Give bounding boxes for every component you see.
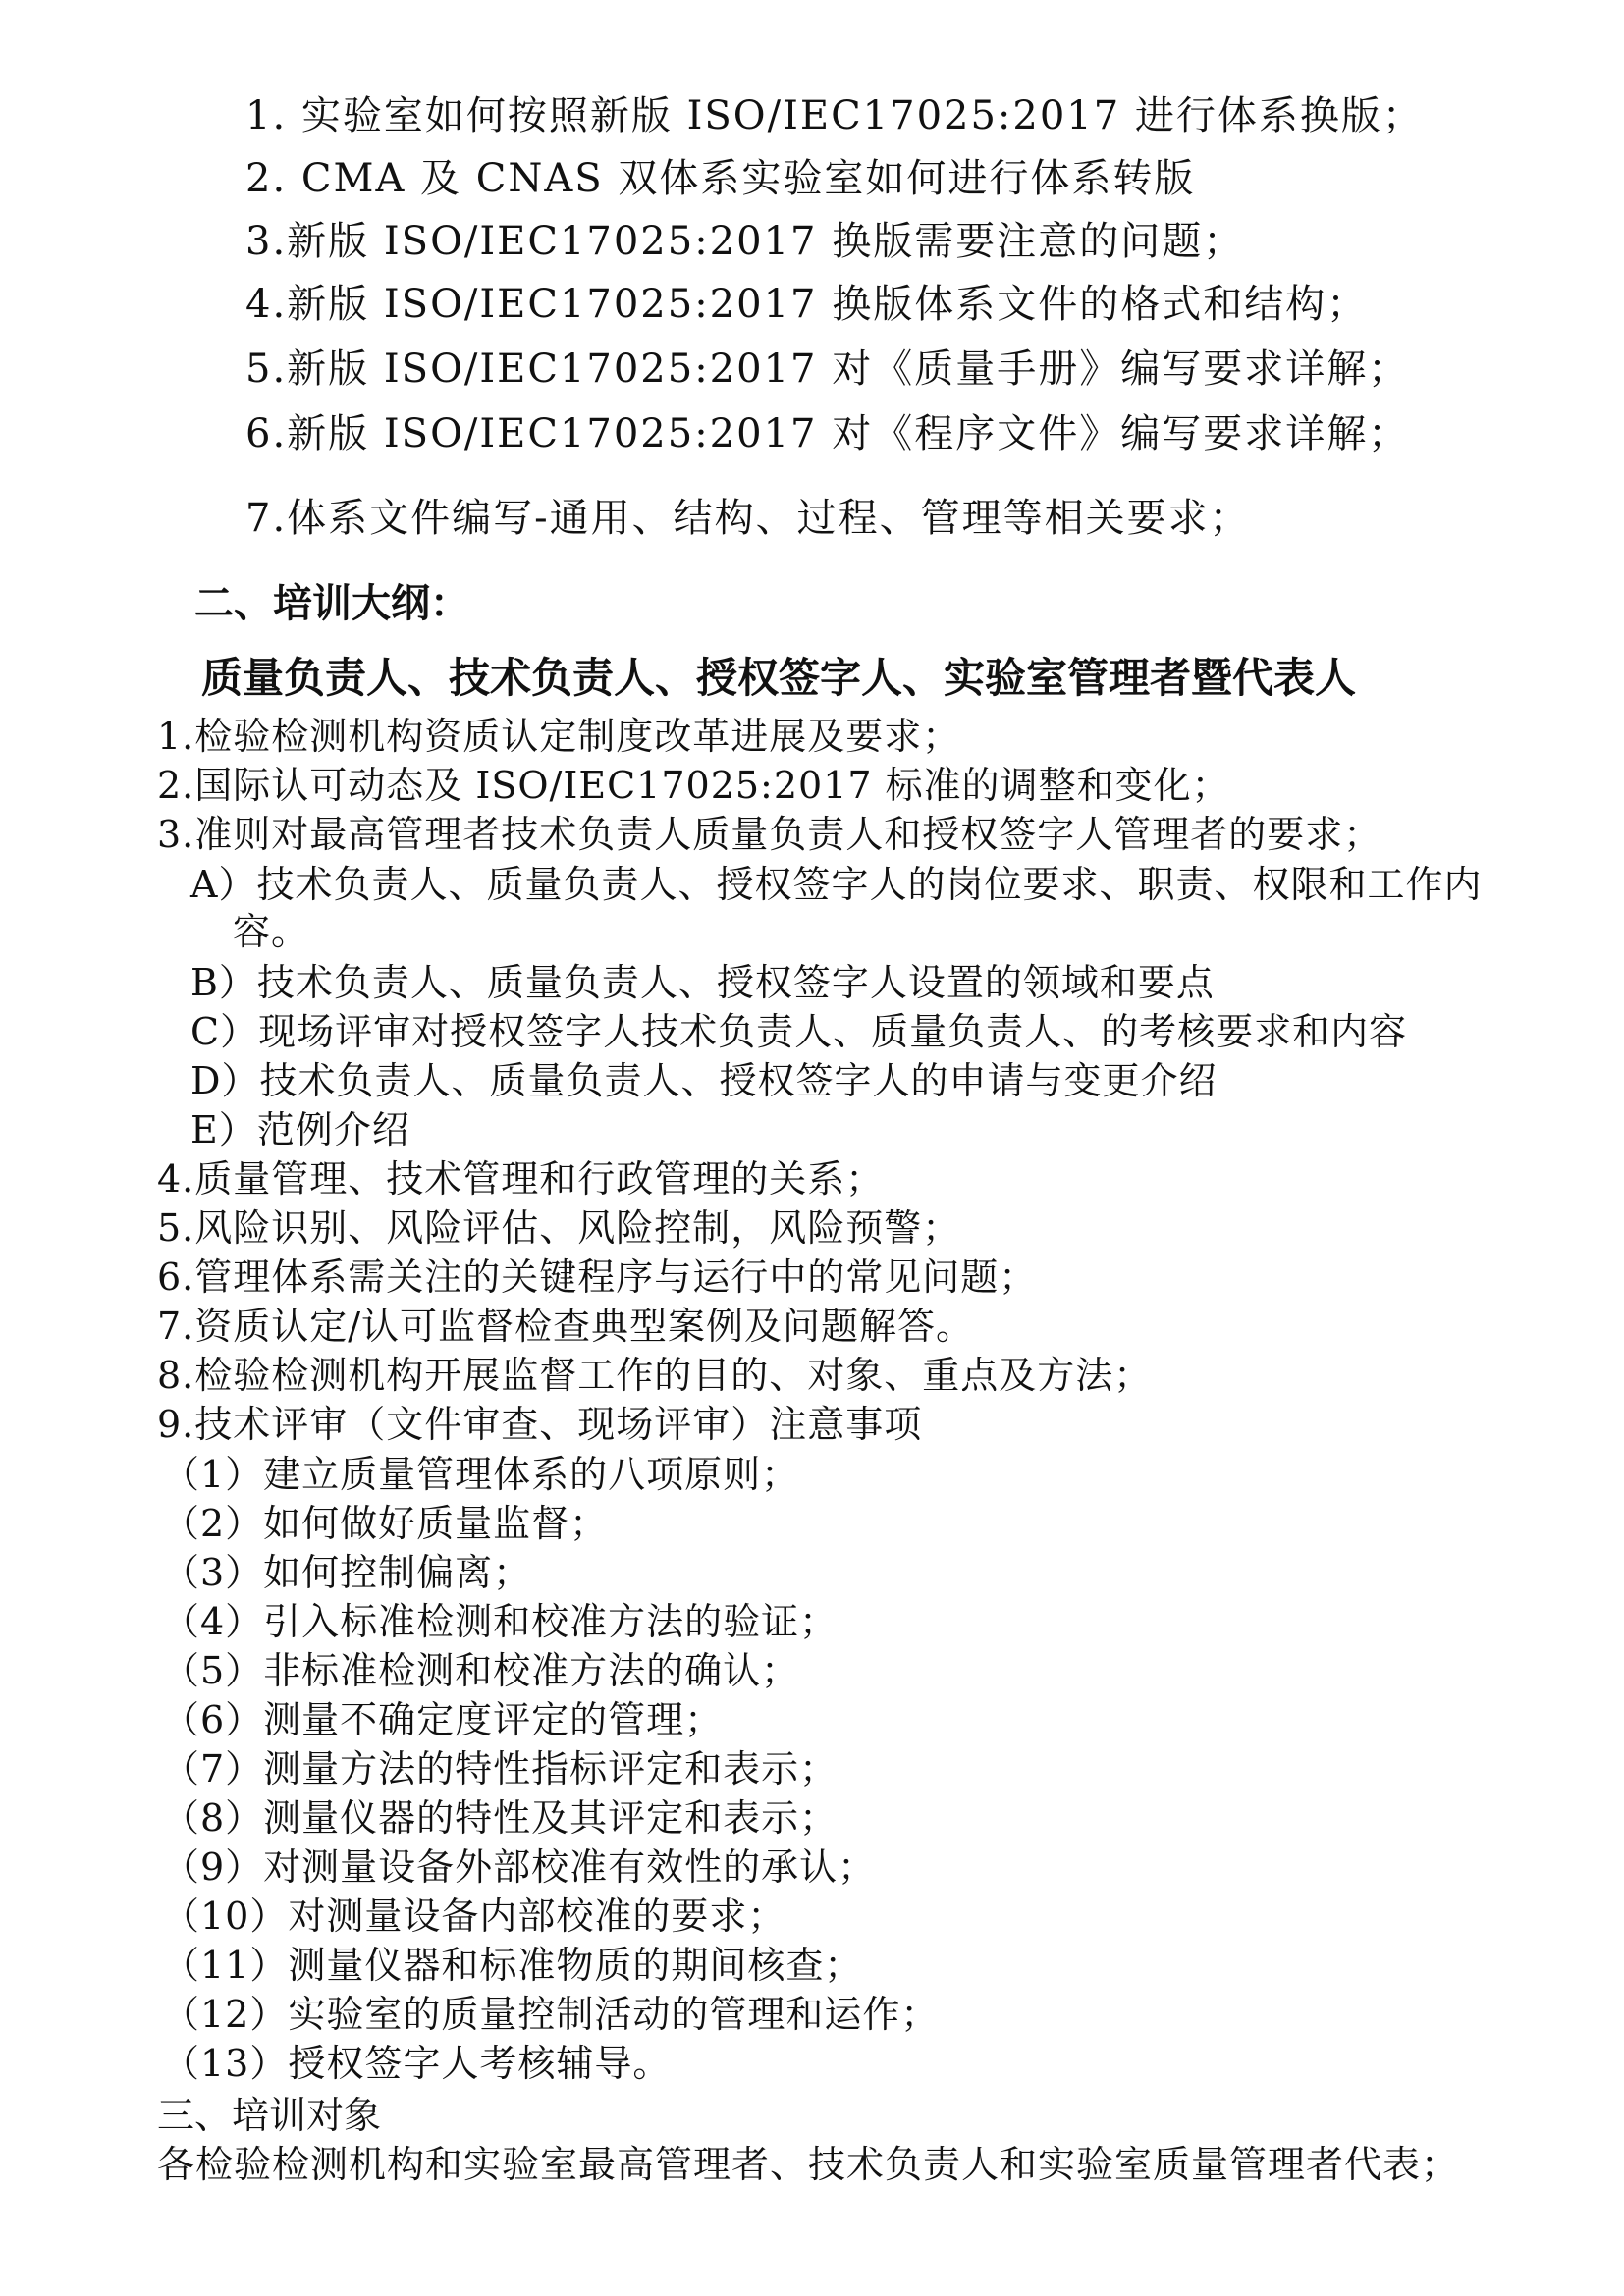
outline-item: （5）非标准检测和校准方法的确认； (162, 1649, 800, 1692)
outline-item: （4）引入标准检测和校准方法的验证； (162, 1600, 839, 1643)
outline-item: （10）对测量设备内部校准的要求； (162, 1895, 786, 1938)
outline-item: （7）测量方法的特性指标评定和表示； (162, 1747, 839, 1790)
outline-item: 9.技术评审（文件审查、现场评审）注意事项 (157, 1403, 923, 1446)
topic-item: 1. 实验室如何按照新版 ISO/IEC17025:2017 进行体系换版； (245, 93, 1424, 138)
outline-item: （2）如何做好质量监督； (162, 1502, 609, 1545)
outline-item: A）技术负责人、质量负责人、授权签字人的岗位要求、职责、权限和工作内 (190, 863, 1483, 906)
outline-item: 8.检验检测机构开展监督工作的目的、对象、重点及方法； (157, 1354, 1153, 1397)
outline-item: 3.准则对最高管理者技术负责人质量负责人和授权签字人管理者的要求； (157, 813, 1382, 856)
topic-item: 7.体系文件编写-通用、结构、过程、管理等相关要求； (245, 496, 1251, 541)
topic-item: 5.新版 ISO/IEC17025:2017 对《质量手册》编写要求详解； (245, 347, 1410, 392)
outline-item: （11）测量仪器和标准物质的期间核查； (162, 1944, 863, 1987)
section-heading-outline: 二、培训大纲： (194, 581, 469, 626)
outline-item: 容。 (233, 910, 310, 953)
outline-item: 6.管理体系需关注的关键程序与运行中的常见问题； (157, 1255, 1038, 1299)
outline-item: C）现场评审对授权签字人技术负责人、质量负责人、的考核要求和内容 (190, 1010, 1408, 1053)
topic-item: 3.新版 ISO/IEC17025:2017 换版需要注意的问题； (245, 219, 1245, 264)
outline-item: （12）实验室的质量控制活动的管理和运作； (162, 1993, 940, 2036)
outline-item: 2.国际认可动态及 ISO/IEC17025:2017 标准的调整和变化； (157, 764, 1230, 807)
outline-item: E）范例介绍 (190, 1108, 410, 1151)
topic-item: 6.新版 ISO/IEC17025:2017 对《程序文件》编写要求详解； (245, 411, 1410, 456)
outline-item: （6）测量不确定度评定的管理； (162, 1698, 724, 1741)
section-subheading: 质量负责人、技术负责人、授权签字人、实验室管理者暨代表人 (201, 654, 1357, 702)
outline-item: 7.资质认定/认可监督检查典型案例及问题解答。 (157, 1305, 975, 1348)
outline-item: D）技术负责人、质量负责人、授权签字人的申请与变更介绍 (190, 1059, 1218, 1102)
outline-item: 1.检验检测机构资质认定制度改革进展及要求； (157, 715, 961, 758)
topic-item: 2. CMA 及 CNAS 双体系实验室如何进行体系转版 (245, 156, 1196, 201)
outline-item: （9）对测量设备外部校准有效性的承认； (162, 1845, 877, 1889)
outline-item: （3）如何控制偏离； (162, 1551, 532, 1594)
outline-item: （13）授权签字人考核辅导。 (162, 2042, 672, 2085)
outline-item: B）技术负责人、质量负责人、授权签字人设置的领域和要点 (190, 961, 1215, 1004)
outline-item: （1）建立质量管理体系的八项原则； (162, 1453, 800, 1496)
outline-item: （8）测量仪器的特性及其评定和表示； (162, 1796, 839, 1840)
outline-item: 5.风险识别、风险评估、风险控制，风险预警； (157, 1206, 961, 1250)
section-heading-audience: 三、培训对象 (157, 2094, 382, 2137)
topic-item: 4.新版 ISO/IEC17025:2017 换版体系文件的格式和结构； (245, 282, 1369, 327)
audience-text: 各检验检测机构和实验室最高管理者、技术负责人和实验室质量管理者代表； (157, 2143, 1460, 2186)
outline-item: 4.质量管理、技术管理和行政管理的关系； (157, 1157, 885, 1201)
